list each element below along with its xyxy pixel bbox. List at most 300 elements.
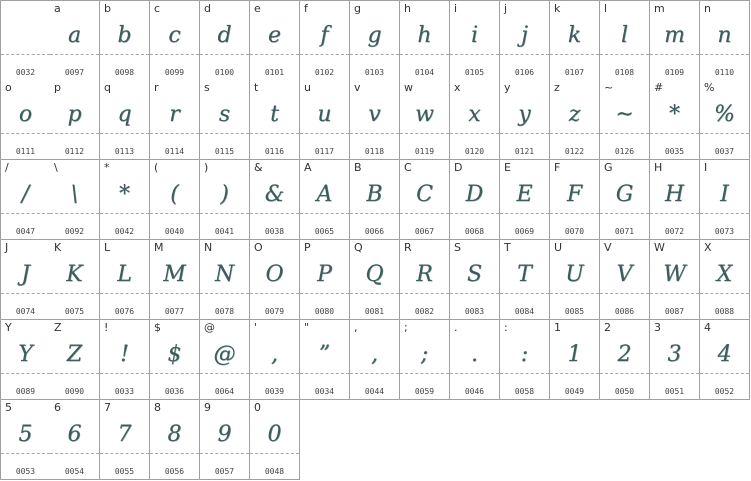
character-label: s xyxy=(204,81,210,94)
character-label: : xyxy=(504,321,508,334)
character-label: 5 xyxy=(5,401,12,414)
character-code: 0079 xyxy=(264,307,285,316)
glyph-preview: l xyxy=(620,23,629,48)
character-code: 0076 xyxy=(114,307,135,316)
character-code: 0034 xyxy=(314,387,335,396)
cell-divider xyxy=(500,54,549,55)
cell-divider xyxy=(200,373,249,374)
glyph-cell xyxy=(350,320,400,400)
character-code: 0036 xyxy=(164,387,185,396)
glyph-preview: \ xyxy=(70,182,79,207)
glyph-preview: / xyxy=(21,182,30,207)
character-label: J xyxy=(5,241,9,254)
character-label: v xyxy=(354,81,361,94)
character-code: 0121 xyxy=(514,147,535,156)
character-code: 0048 xyxy=(264,467,285,476)
cell-divider xyxy=(600,54,649,55)
character-label: ) xyxy=(204,161,209,174)
character-label: e xyxy=(254,2,261,15)
glyph-preview: 6 xyxy=(67,422,82,447)
glyph-cell xyxy=(100,160,150,240)
glyph-cell xyxy=(550,0,600,81)
character-label: % xyxy=(704,81,715,94)
character-label: @ xyxy=(204,321,215,334)
character-code: 0064 xyxy=(214,387,235,396)
glyph-preview: Z xyxy=(66,342,83,367)
glyph-preview: x xyxy=(468,102,481,127)
cell-divider xyxy=(650,54,699,55)
glyph-preview: 4 xyxy=(717,342,732,367)
character-code: 0105 xyxy=(464,68,485,77)
glyph-preview: g xyxy=(367,23,382,48)
glyph-cell xyxy=(350,0,400,81)
cell-divider xyxy=(300,54,349,55)
cell-divider xyxy=(50,373,99,374)
character-code: 0099 xyxy=(164,68,185,77)
cell-divider xyxy=(350,213,399,214)
character-code: 0108 xyxy=(614,68,635,77)
glyph-preview: B xyxy=(366,182,383,207)
cell-divider xyxy=(500,133,549,134)
character-code: 0038 xyxy=(264,227,285,236)
cell-divider xyxy=(1,133,50,134)
character-code: 0068 xyxy=(464,227,485,236)
glyph-preview: I xyxy=(720,182,729,207)
character-code: 0082 xyxy=(414,307,435,316)
character-code: 0065 xyxy=(314,227,335,236)
character-label: ( xyxy=(154,161,159,174)
character-label: V xyxy=(604,241,612,254)
glyph-cell xyxy=(150,0,200,81)
character-label: B xyxy=(354,161,362,174)
glyph-cell xyxy=(650,0,700,81)
cell-divider xyxy=(150,54,199,55)
glyph-preview: ” xyxy=(318,342,331,367)
character-label: R xyxy=(404,241,412,254)
character-label: 0 xyxy=(254,401,261,414)
character-label: # xyxy=(654,81,664,94)
glyph-cell xyxy=(200,400,250,480)
character-label: j xyxy=(504,2,508,15)
character-code: 0055 xyxy=(114,467,135,476)
glyph-cell xyxy=(700,240,750,320)
cell-divider xyxy=(200,453,249,454)
character-code: 0120 xyxy=(464,147,485,156)
character-label: U xyxy=(554,241,563,254)
character-code: 0074 xyxy=(15,307,36,316)
character-code: 0086 xyxy=(614,307,635,316)
glyph-cell xyxy=(550,80,600,160)
glyph-cell xyxy=(250,80,300,160)
glyph-cell xyxy=(150,80,200,160)
cell-divider xyxy=(50,133,99,134)
glyph-cell xyxy=(250,240,300,320)
glyph-cell xyxy=(650,320,700,400)
cell-divider xyxy=(300,133,349,134)
glyph-cell xyxy=(150,160,200,240)
character-code: 0080 xyxy=(314,307,335,316)
character-code: 0101 xyxy=(264,68,285,77)
character-label: t xyxy=(254,81,259,94)
character-label: ~ xyxy=(604,81,614,94)
cell-divider xyxy=(350,373,399,374)
character-code: 0126 xyxy=(614,147,635,156)
glyph-cell xyxy=(100,80,150,160)
character-label: 8 xyxy=(154,401,161,414)
glyph-cell xyxy=(600,240,650,320)
glyph-cell xyxy=(600,320,650,400)
character-label: h xyxy=(404,2,411,15)
glyph-cell xyxy=(200,320,250,400)
glyph-cell xyxy=(250,160,300,240)
character-label: i xyxy=(454,2,458,15)
cell-divider xyxy=(550,54,599,55)
cell-divider xyxy=(400,293,449,294)
character-code: 0117 xyxy=(314,147,335,156)
character-code: 0088 xyxy=(714,307,735,316)
cell-divider xyxy=(250,453,299,454)
cell-divider xyxy=(450,133,499,134)
character-code: 0097 xyxy=(64,68,85,77)
cell-divider xyxy=(350,293,399,294)
character-label: D xyxy=(454,161,463,174)
character-code: 0040 xyxy=(164,227,185,236)
glyph-cell xyxy=(550,320,600,400)
glyph-cell xyxy=(450,160,500,240)
glyph-preview: f xyxy=(320,23,329,48)
glyph-cell xyxy=(300,0,350,81)
glyph-cell xyxy=(50,0,100,81)
character-code: 0115 xyxy=(214,147,235,156)
glyph-cell xyxy=(650,80,700,160)
glyph-preview: U xyxy=(565,262,584,287)
glyph-preview: R xyxy=(416,262,433,287)
glyph-cell xyxy=(450,0,500,81)
glyph-cell xyxy=(400,0,450,81)
glyph-preview: d xyxy=(217,23,232,48)
glyph-cell xyxy=(0,400,51,480)
cell-divider xyxy=(300,213,349,214)
glyph-cell xyxy=(0,80,51,160)
cell-divider xyxy=(50,54,99,55)
character-code: 0078 xyxy=(214,307,235,316)
glyph-preview: a xyxy=(67,23,82,48)
cell-divider xyxy=(350,133,399,134)
character-label: L xyxy=(104,241,111,254)
character-label: n xyxy=(704,2,711,15)
character-code: 0090 xyxy=(64,387,85,396)
character-code: 0118 xyxy=(364,147,385,156)
cell-divider xyxy=(700,54,749,55)
glyph-preview: V xyxy=(616,262,633,287)
character-label: f xyxy=(304,2,308,15)
glyph-preview: t xyxy=(270,102,279,127)
glyph-cell xyxy=(400,160,450,240)
glyph-preview: u xyxy=(317,102,332,127)
cell-divider xyxy=(100,213,149,214)
glyph-cell xyxy=(250,400,300,480)
glyph-cell xyxy=(50,160,100,240)
cell-divider xyxy=(250,213,299,214)
glyph-preview: G xyxy=(615,182,634,207)
cell-divider xyxy=(650,133,699,134)
character-label: 6 xyxy=(54,401,61,414)
character-label: & xyxy=(254,161,263,174)
character-label: q xyxy=(104,81,111,94)
character-code: 0070 xyxy=(564,227,585,236)
character-label: a xyxy=(54,2,61,15)
glyph-cell xyxy=(700,80,750,160)
character-label: l xyxy=(604,2,608,15)
glyph-cell xyxy=(50,240,100,320)
glyph-cell xyxy=(0,240,51,320)
glyph-preview: h xyxy=(417,23,432,48)
glyph-cell xyxy=(450,320,500,400)
glyph-preview: * xyxy=(119,182,130,207)
glyph-cell xyxy=(150,320,200,400)
glyph-preview: y xyxy=(518,102,531,127)
cell-divider xyxy=(100,54,149,55)
glyph-cell xyxy=(550,160,600,240)
cell-divider xyxy=(500,293,549,294)
glyph-cell xyxy=(0,160,51,240)
glyph-preview: P xyxy=(317,262,332,287)
cell-divider xyxy=(50,213,99,214)
character-label: T xyxy=(504,241,511,254)
character-code: 0041 xyxy=(214,227,235,236)
glyph-preview: e xyxy=(267,23,282,48)
cell-divider xyxy=(300,293,349,294)
cell-divider xyxy=(700,213,749,214)
character-label: b xyxy=(104,2,111,15)
glyph-cell xyxy=(100,0,150,81)
character-code: 0054 xyxy=(64,467,85,476)
character-label: o xyxy=(5,81,12,94)
glyph-preview: w xyxy=(415,102,434,127)
cell-divider xyxy=(1,293,50,294)
glyph-preview: 0 xyxy=(267,422,282,447)
cell-divider xyxy=(550,133,599,134)
character-label: x xyxy=(454,81,461,94)
character-code: 0052 xyxy=(714,387,735,396)
character-label: y xyxy=(504,81,511,94)
cell-divider xyxy=(1,54,50,55)
character-label: z xyxy=(554,81,560,94)
cell-divider xyxy=(150,453,199,454)
cell-divider xyxy=(150,213,199,214)
glyph-preview: $ xyxy=(167,342,182,367)
character-label: C xyxy=(404,161,412,174)
cell-divider xyxy=(250,293,299,294)
glyph-cell xyxy=(300,80,350,160)
cell-divider xyxy=(250,373,299,374)
character-code: 0111 xyxy=(15,147,36,156)
glyph-cell xyxy=(50,320,100,400)
glyph-preview: ( xyxy=(170,182,179,207)
cell-divider xyxy=(700,373,749,374)
glyph-cell xyxy=(350,160,400,240)
cell-divider xyxy=(600,373,649,374)
glyph-preview: : xyxy=(520,342,529,367)
character-label: r xyxy=(154,81,159,94)
cell-divider xyxy=(1,453,50,454)
character-code: 0047 xyxy=(15,227,36,236)
glyph-preview: % xyxy=(714,102,735,127)
cell-divider xyxy=(300,373,349,374)
glyph-cell xyxy=(450,240,500,320)
glyph-preview: W xyxy=(663,262,686,287)
character-label: E xyxy=(504,161,511,174)
character-code: 0092 xyxy=(64,227,85,236)
cell-divider xyxy=(1,373,50,374)
cell-divider xyxy=(250,54,299,55)
character-label: . xyxy=(454,321,458,334)
character-label: X xyxy=(704,241,712,254)
cell-divider xyxy=(600,133,649,134)
glyph-cell xyxy=(500,80,550,160)
character-code: 0109 xyxy=(664,68,685,77)
glyph-cell xyxy=(600,160,650,240)
character-label: k xyxy=(554,2,561,15)
character-label: N xyxy=(204,241,213,254)
glyph-cell xyxy=(200,0,250,81)
glyph-preview: s xyxy=(218,102,231,127)
glyph-preview: J xyxy=(21,262,30,287)
cell-divider xyxy=(1,213,50,214)
glyph-preview: . xyxy=(471,342,478,367)
character-label: F xyxy=(554,161,561,174)
character-label: H xyxy=(654,161,663,174)
character-code: 0051 xyxy=(664,387,685,396)
character-code: 0077 xyxy=(164,307,185,316)
cell-divider xyxy=(400,213,449,214)
glyph-preview: 1 xyxy=(567,342,582,367)
glyph-cell xyxy=(200,240,250,320)
character-code: 0057 xyxy=(214,467,235,476)
glyph-preview: k xyxy=(567,23,582,48)
cell-divider xyxy=(450,293,499,294)
glyph-preview: ~ xyxy=(615,102,634,127)
cell-divider xyxy=(200,213,249,214)
glyph-preview: v xyxy=(368,102,381,127)
glyph-preview: * xyxy=(669,102,680,127)
glyph-cell xyxy=(650,160,700,240)
character-label: ' xyxy=(254,321,258,334)
character-label: W xyxy=(654,241,665,254)
glyph-cell xyxy=(150,240,200,320)
cell-divider xyxy=(150,293,199,294)
glyph-cell xyxy=(600,80,650,160)
glyph-preview: C xyxy=(416,182,433,207)
glyph-preview: X xyxy=(716,262,733,287)
glyph-cell xyxy=(350,80,400,160)
character-code: 0037 xyxy=(714,147,735,156)
cell-divider xyxy=(450,54,499,55)
cell-divider xyxy=(650,373,699,374)
glyph-cell xyxy=(350,240,400,320)
character-code: 0046 xyxy=(464,387,485,396)
character-label: M xyxy=(154,241,164,254)
glyph-preview: p xyxy=(67,102,82,127)
character-code: 0100 xyxy=(214,68,235,77)
glyph-preview: , xyxy=(371,342,378,367)
cell-divider xyxy=(200,293,249,294)
character-code: 0098 xyxy=(114,68,135,77)
glyph-cell xyxy=(400,320,450,400)
glyph-preview: K xyxy=(66,262,83,287)
glyph-cell xyxy=(550,240,600,320)
cell-divider xyxy=(450,213,499,214)
glyph-preview: E xyxy=(516,182,533,207)
cell-divider xyxy=(650,293,699,294)
glyph-cell xyxy=(500,240,550,320)
character-code: 0044 xyxy=(364,387,385,396)
character-label: ! xyxy=(104,321,109,334)
glyph-cell xyxy=(500,160,550,240)
character-label: p xyxy=(54,81,61,94)
glyph-cell xyxy=(650,240,700,320)
character-code: 0113 xyxy=(114,147,135,156)
cell-divider xyxy=(100,293,149,294)
character-code: 0112 xyxy=(64,147,85,156)
character-code: 0059 xyxy=(414,387,435,396)
character-code: 0069 xyxy=(514,227,535,236)
glyph-preview: T xyxy=(517,262,532,287)
character-label: m xyxy=(654,2,665,15)
glyph-cell xyxy=(700,0,750,81)
glyph-preview: N xyxy=(214,262,235,287)
cell-divider xyxy=(650,213,699,214)
character-label: d xyxy=(204,2,211,15)
cell-divider xyxy=(50,453,99,454)
character-label: Z xyxy=(54,321,62,334)
cell-divider xyxy=(200,133,249,134)
glyph-preview: b xyxy=(117,23,132,48)
glyph-cell xyxy=(700,320,750,400)
character-label: K xyxy=(54,241,62,254)
cell-divider xyxy=(350,54,399,55)
glyph-preview: Y xyxy=(18,342,33,367)
character-label: Q xyxy=(354,241,363,254)
glyph-cell xyxy=(500,320,550,400)
character-label: G xyxy=(604,161,613,174)
character-code: 0072 xyxy=(664,227,685,236)
glyph-preview: c xyxy=(168,23,181,48)
cell-divider xyxy=(100,453,149,454)
glyph-preview: D xyxy=(465,182,484,207)
character-code: 0056 xyxy=(164,467,185,476)
glyph-cell xyxy=(400,240,450,320)
character-label: I xyxy=(704,161,708,174)
glyph-preview: r xyxy=(169,102,180,127)
character-label: $ xyxy=(154,321,161,334)
character-code: 0103 xyxy=(364,68,385,77)
glyph-cell xyxy=(100,240,150,320)
glyph-preview: M xyxy=(163,262,186,287)
glyph-preview: , xyxy=(271,342,278,367)
character-code: 0104 xyxy=(414,68,435,77)
cell-divider xyxy=(700,293,749,294)
character-label: \ xyxy=(54,161,58,174)
glyph-cell xyxy=(100,400,150,480)
glyph-preview: i xyxy=(470,23,479,48)
glyph-cell xyxy=(200,160,250,240)
cell-divider xyxy=(600,293,649,294)
character-code: 0073 xyxy=(714,227,735,236)
cell-divider xyxy=(500,373,549,374)
glyph-preview: Q xyxy=(365,262,384,287)
cell-divider xyxy=(400,54,449,55)
